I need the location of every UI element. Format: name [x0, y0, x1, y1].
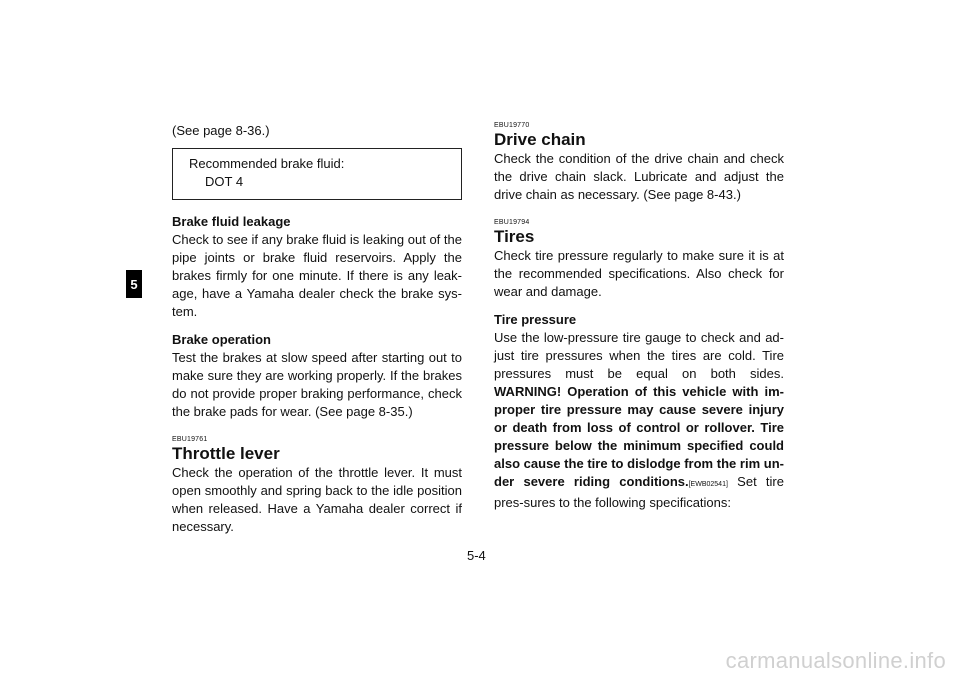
tires-text: Check tire pressure regularly to make sure it is at the recommended specifications. Also check for wear and damage.: [494, 248, 784, 299]
throttle-section-code: EBU19761: [172, 436, 208, 443]
brake-fluid-leakage-heading: Brake fluid leakage: [172, 214, 291, 229]
throttle-lever-text: Check the operation of the throttle lever. It must open smoothly and spring back to the idle position when released. Have a Yamaha dealer correct if necessary.: [172, 465, 462, 534]
brake-fluid-box: [172, 148, 462, 200]
left-column: [172, 122, 462, 536]
drive-chain-text: Check the condition of the drive chain and check the drive chain slack. Lubricate and adjust the drive chain as necessary. (See page 8-43.): [494, 151, 784, 202]
warning-code: [EWB02541]: [688, 481, 728, 488]
right-column: [494, 122, 784, 512]
chapter-tab: 5: [126, 270, 142, 298]
tire-pressure-text: [494, 329, 784, 512]
see-page-reference: (See page 8-36.): [172, 123, 270, 138]
tires-section-code: EBU19794: [494, 219, 530, 226]
tire-pressure-tail: Set tire pres-sures to the following specifications:: [494, 474, 784, 510]
tire-pressure-heading: Tire pressure: [494, 312, 577, 327]
page-number: 5-4: [467, 548, 486, 563]
watermark: carmanualsonline.info: [725, 648, 946, 673]
drive-chain-section-code: EBU19770: [494, 122, 530, 129]
brake-operation-text: Test the brakes at slow speed after starting out to make sure they are working properly. If the brakes do not provide proper braking performance, check the brake pads for wear. (See page 8-35.): [172, 350, 462, 419]
tire-pressure-warning: WARNING! Operation of this vehicle with im-proper tire pressure may cause severe injury or death from loss of control or rollover. Tire pressure below the minimum specified could also cause the tire to dislodge from the rim un-der severe riding conditions.: [494, 384, 784, 489]
brake-fluid-label: Recommended brake fluid:: [189, 156, 345, 171]
tire-pressure-intro: Use the low-pressure tire gauge to check and ad-just tire pressures when the tires are cold. Tire pressures must be equal on both sides.: [494, 330, 784, 381]
brake-fluid-value: DOT 4: [205, 174, 244, 189]
drive-chain-heading: Drive chain: [494, 130, 586, 149]
brake-fluid-leakage-text: Check to see if any brake fluid is leaking out of the pipe joints or brake fluid reservoirs. Apply the brakes firmly for one minute. If there is any leak-age, have a Yamaha dealer check the brake sys-tem.: [172, 232, 462, 319]
throttle-lever-heading: Throttle lever: [172, 444, 280, 463]
brake-operation-heading: Brake operation: [172, 332, 271, 347]
tires-heading: Tires: [494, 227, 535, 246]
